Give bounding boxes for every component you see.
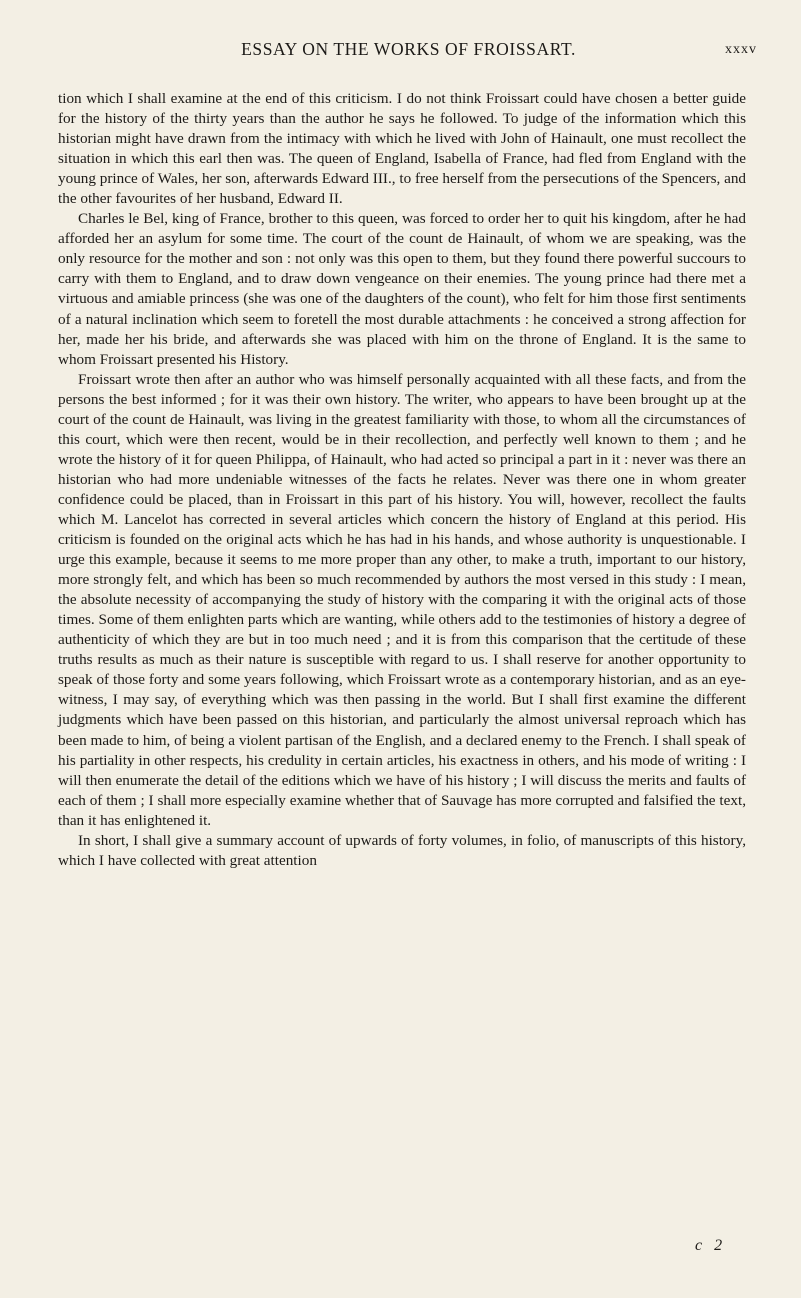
running-title: ESSAY ON THE WORKS OF FROISSART.	[241, 39, 576, 59]
signature-mark: c 2	[695, 1237, 727, 1254]
paragraph-3: Froissart wrote then after an author who was himself personally acquainted with all these facts, and from the persons the best informed ; for it was their own history. The writer, who appears to have been brought up at the court of the count de Hainault, was living in the greatest familiarity with those, to whom all the circumstances of this court, which were then recent, would be in their recollection, and perfectly well known to them ; and he wrote the history of it for queen Philippa, of Hainault, who had acted so principal a part in it : never was there an historian who had more undeniable witnesses of the facts he relates. Never was there one in whom greater confidence could be placed, than in Froissart in this part of his history. You will, however, recollect the faults which M. Lancelot has corrected in several articles which concern the history of England at this period. His criticism is founded on the original acts which he has had in his hands, and whose authority is unquestionable. I urge this example, because it seems to me more proper than any other, to make a truth, important to our history, more strongly felt, and which has been so much recommended by authors the most versed in this study : I mean, the absolute necessity of accompanying the study of history with the comparing it with the original acts of those times. Some of them enlighten parts which are wanting, while others add to the testimonies of history a degree of authenticity of which they are but in too much need ; and it is from this comparison that the certitude of these truths results as much as their nature is susceptible with regard to us. I shall reserve for another opportunity to speak of those forty and some years following, which Froissart wrote as a contemporary historian, and as an eye-witness, I may say, of everything which was then passing in the world. But I shall first examine the different judgments which have been passed on this historian, and particularly the almost universal reproach which has been made to him, of being a violent partisan of the English, and a declared enemy to the French. I shall speak of his partiality in other respects, his credulity in certain articles, his exactness in others, and his mode of writing : I will then enumerate the detail of the editions which we have of his history ; I will discuss the merits and faults of each of them ; I shall more especially examine whether that of Sauvage has more corrupted and falsified the text, than it has enlightened it.	[58, 370, 746, 829]
paragraph-4: In short, I shall give a summary account of upwards of forty volumes, in folio, of manuscripts of this history, which I have collected with great attention	[58, 831, 746, 869]
running-head	[60, 39, 757, 63]
paragraph-2: Charles le Bel, king of France, brother to this queen, was forced to order her to quit his kingdom, after he had afforded her an asylum for some time. The court of the count de Hainault, of whom we are speaking, was the only resource for the mother and son : not only was this open to them, but they found there powerful succours to carry with them to England, and to draw down vengeance on their enemies. The young prince had there met a virtuous and amiable princess (she was one of the daughters of the count), who felt for him those first sentiments of a natural inclination which seem to foretell the most durable attachments : he conceived a strong affection for her, made her his bride, and afterwards she was placed with him on the throne of England. It is the same to whom Froissart presented his History.	[58, 210, 746, 368]
paragraph-1: tion which I shall examine at the end of this criticism. I do not think Froissart could have chosen a better guide for the history of the thirty years than the author he says he followed. To judge of the information which this historian might have drawn from the intimacy with which he lived with John of Hainault, one must recollect the situation in which this earl then was. The queen of England, Isabella of France, had fled from England with the young prince of Wales, her son, afterwards Edward III., to free herself from the persecutions of the Spencers, and the other favourites of her husband, Edward II.	[58, 90, 747, 208]
page-number: xxxv	[725, 42, 757, 57]
body-text	[58, 89, 746, 871]
